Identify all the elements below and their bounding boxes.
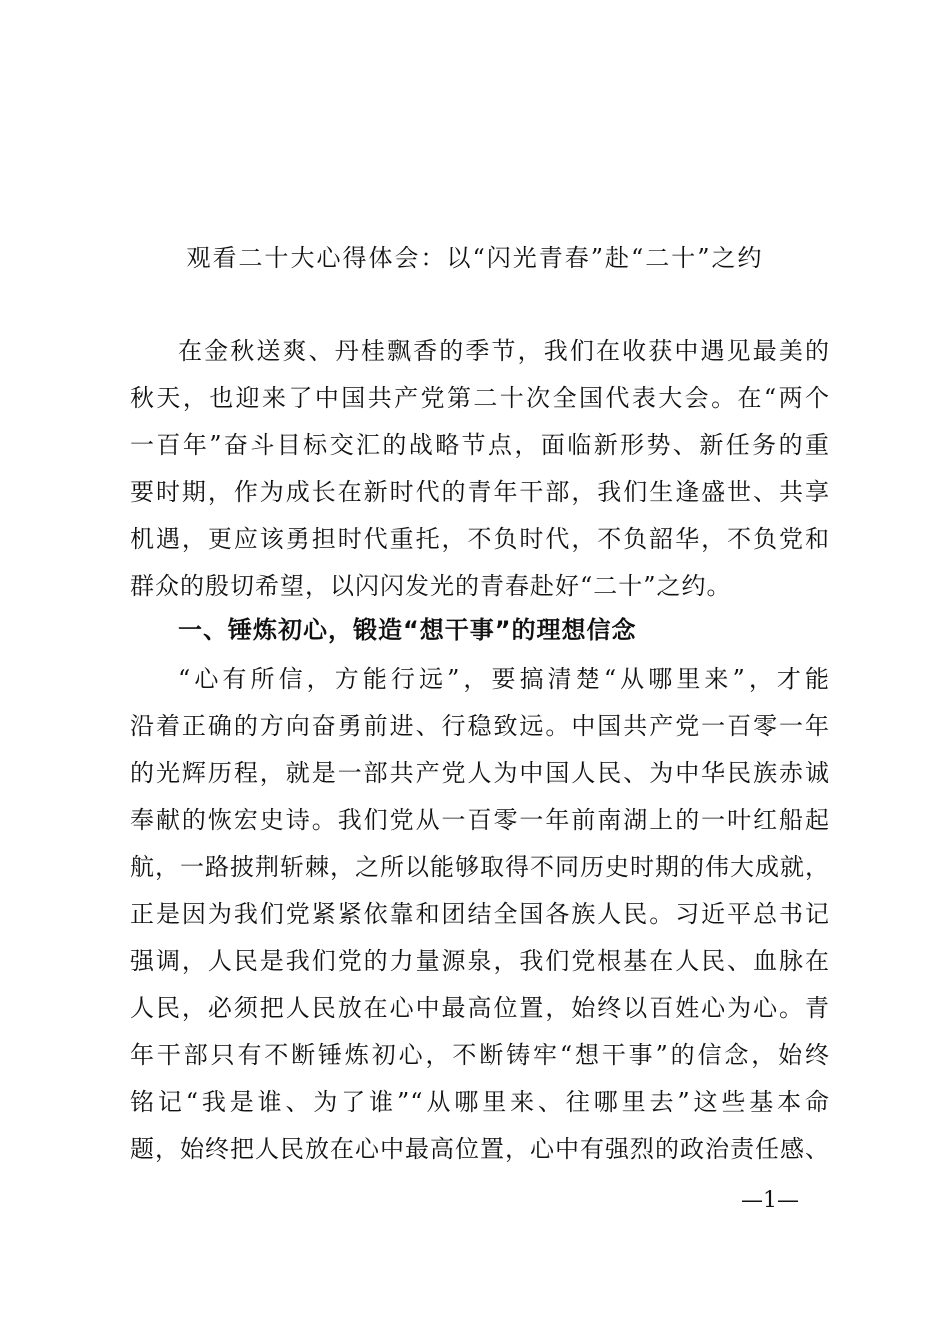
- section-line: 沿着正确的方向奋勇前进、行稳致远。中国共产党一百零一年: [130, 712, 830, 740]
- intro-line: 要时期，作为成长在新时代的青年干部，我们生逢盛世、共享: [130, 478, 830, 506]
- section-line: 题，始终把人民放在心中最高位置，心中有强烈的政治责任感、: [130, 1135, 830, 1163]
- document-title: 观看二十大心得体会：以“闪光青春”赴“二十”之约: [186, 244, 764, 272]
- section-line: 正是因为我们党紧紧依靠和团结全国各族人民。习近平总书记: [130, 900, 830, 928]
- section-line: 铭记“我是谁、为了谁”“从哪里来、往哪里去”这些基本命: [130, 1088, 830, 1116]
- intro-line: 群众的殷切希望，以闪闪发光的青春赴好“二十”之约。: [130, 572, 732, 600]
- page-number: —1—: [741, 1188, 799, 1213]
- section-line: “心有所信，方能行远”，要搞清楚“从哪里来”，才能: [178, 665, 830, 693]
- section-line: 强调，人民是我们党的力量源泉，我们党根基在人民、血脉在: [130, 947, 830, 975]
- section-line: 航，一路披荆斩棘，之所以能够取得不同历史时期的伟大成就，: [130, 853, 830, 881]
- section-line: 奉献的恢宏史诗。我们党从一百零一年前南湖上的一叶红船起: [130, 806, 830, 834]
- section-line: 年干部只有不断锤炼初心，不断铸牢“想干事”的信念，始终: [130, 1041, 830, 1069]
- section-heading: 一、锤炼初心，锻造“想干事”的理想信念: [178, 616, 637, 644]
- intro-line: 一百年”奋斗目标交汇的战略节点，面临新形势、新任务的重: [130, 431, 830, 459]
- intro-line: 秋天，也迎来了中国共产党第二十次全国代表大会。在“两个: [130, 384, 830, 412]
- section-line: 的光辉历程，就是一部共产党人为中国人民、为中华民族赤诚: [130, 759, 830, 787]
- intro-line: 机遇，更应该勇担时代重托，不负时代，不负韶华，不负党和: [130, 525, 830, 553]
- intro-line: 在金秋送爽、丹桂飘香的季节，我们在收获中遇见最美的: [178, 337, 830, 365]
- section-line: 人民，必须把人民放在心中最高位置，始终以百姓心为心。青: [130, 994, 830, 1022]
